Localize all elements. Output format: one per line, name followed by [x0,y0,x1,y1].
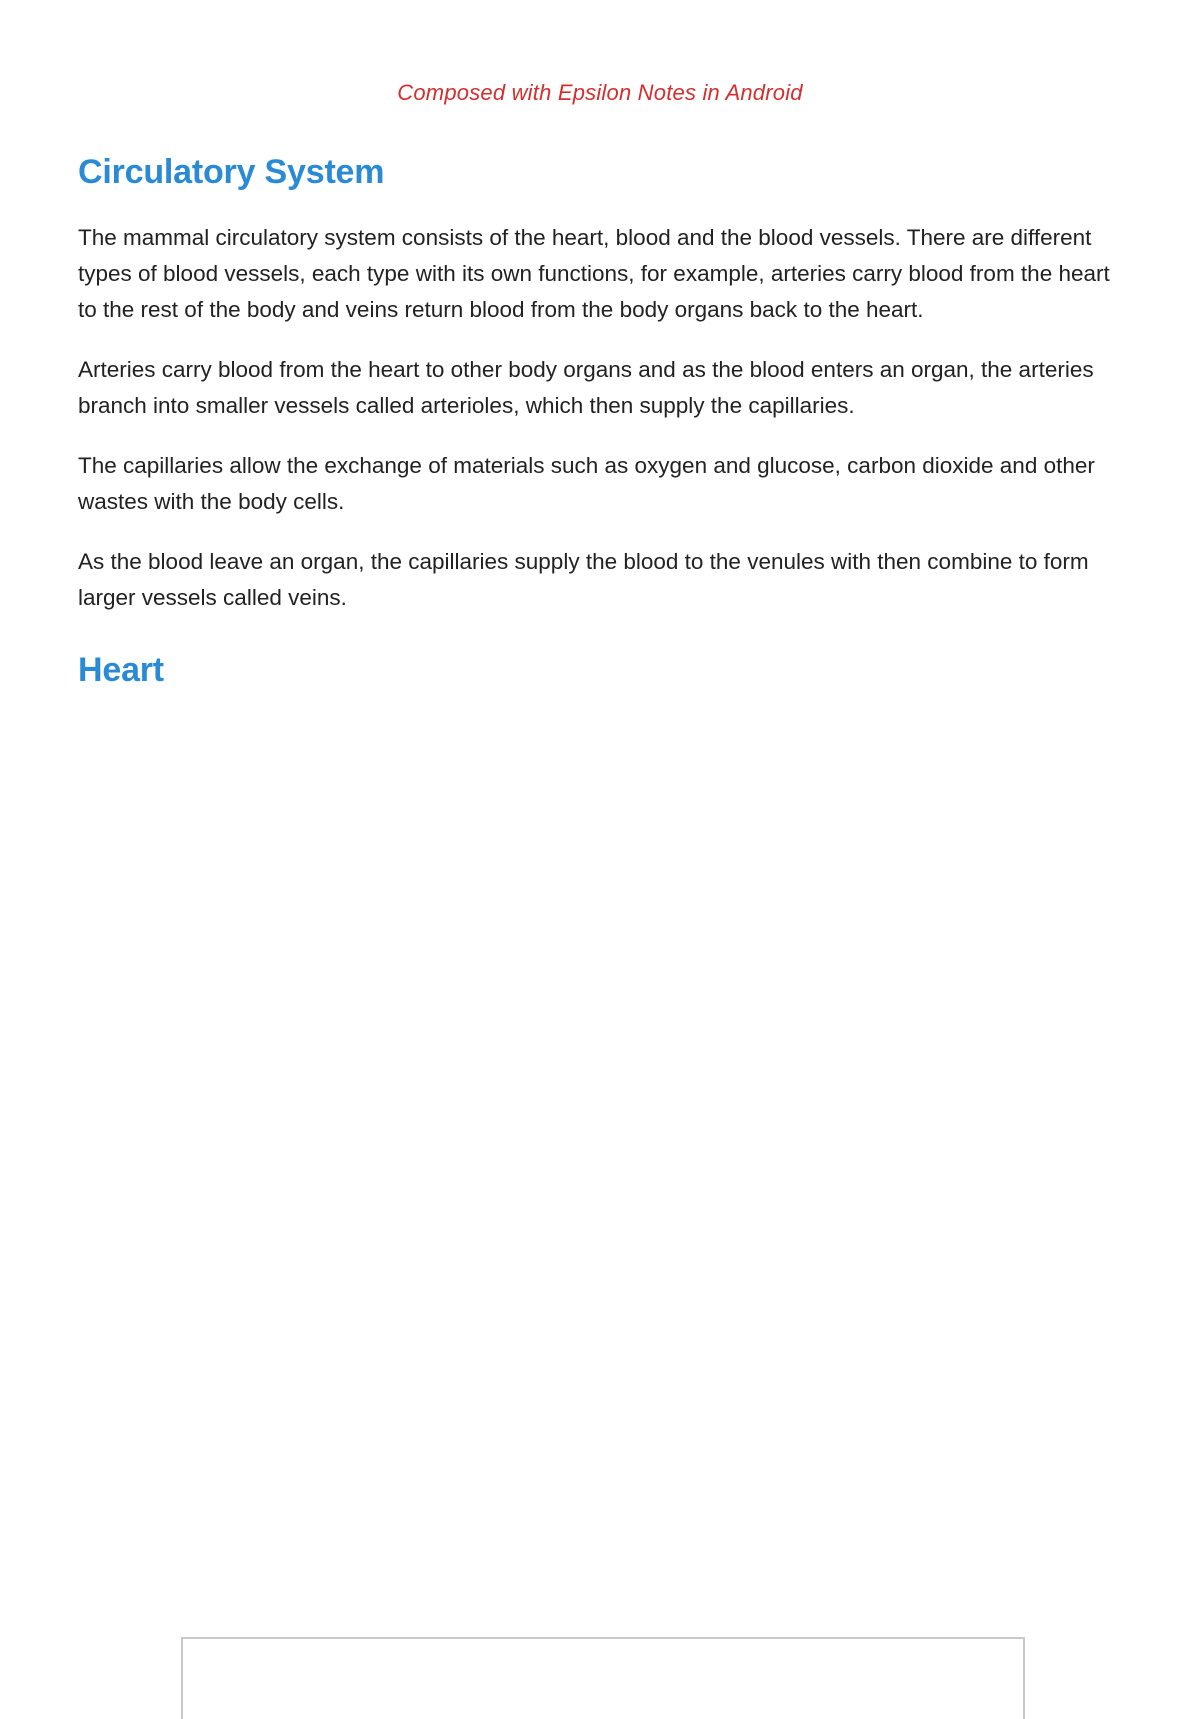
paragraph-3: The capillaries allow the exchange of materials such as oxygen and glucose, carbon dioxide and other wastes with the body cells. [78,453,1095,514]
heading-circulatory-system: Circulatory System [78,153,385,191]
heading-heart: Heart [78,651,164,689]
paragraph-1: The mammal circulatory system consists of the heart, blood and the blood vessels. There are different types of blood vessels, each type with its own functions, for example, arteries carry blood from the heart to the rest of the body and veins return blood from the body organs back to the heart. [78,225,1110,322]
paragraph-2: Arteries carry blood from the heart to other body organs and as the blood enters an organ, the arteries branch into smaller vessels called arterioles, which then supply the capillaries. [78,357,1094,418]
image-frame [181,1637,1025,1719]
paragraph-4: As the blood leave an organ, the capillaries supply the blood to the venules with then combine to form larger vessels called veins. [78,549,1089,610]
attribution-note: Composed with Epsilon Notes in Android [397,80,803,105]
document-content [78,148,1118,694]
section-body [78,220,1118,616]
